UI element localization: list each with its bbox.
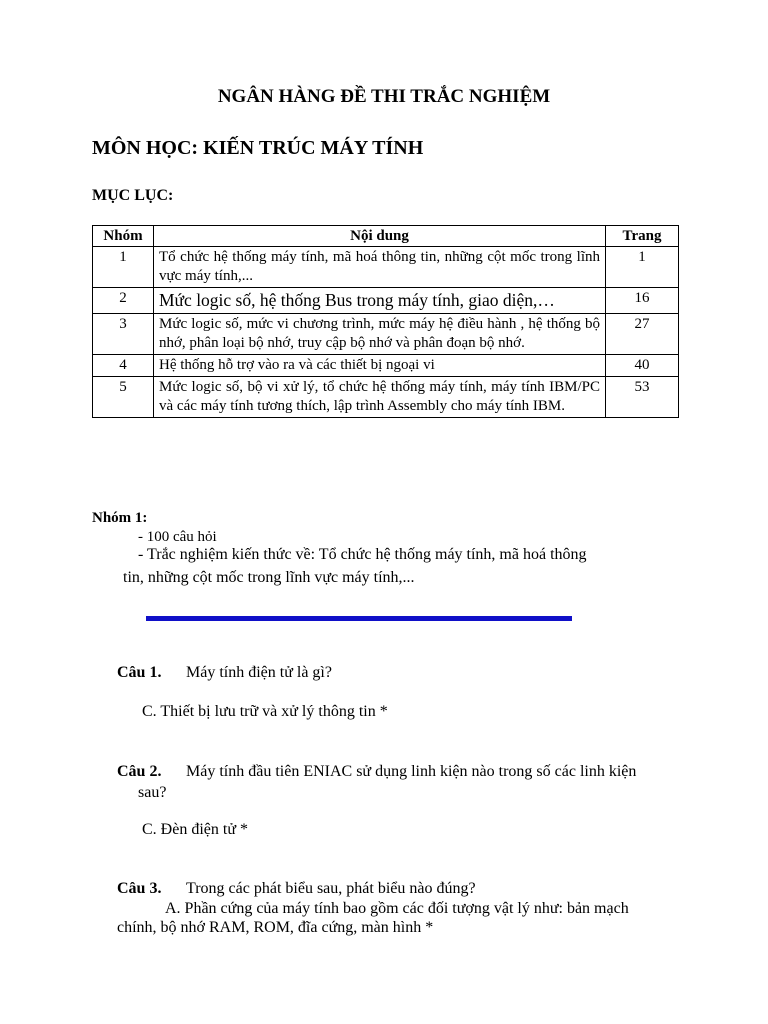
toc-cell-content: Mức logic số, bộ vi xử lý, tổ chức hệ thống máy tính, máy tính IBM/PC và các máy tính tương thích, lập trình Assembly cho máy tính IBM. xyxy=(154,377,606,418)
question-3-answer: A. Phần cứng của máy tính bao gồm các đối tượng vật lý như: bản mạch xyxy=(165,900,629,917)
toc-header-row xyxy=(93,226,679,247)
toc-cell-content: Mức logic số, hệ thống Bus trong máy tính, giao diện,… xyxy=(154,288,606,314)
question-number: Câu 1. xyxy=(117,664,162,681)
question-text: Máy tính đầu tiên ENIAC sử dụng linh kiện nào trong số các linh kiện xyxy=(186,763,637,780)
toc-header-page: Trang xyxy=(606,226,679,247)
section-question-count: - 100 câu hỏi xyxy=(138,529,217,545)
toc-cell-page: 40 xyxy=(606,355,679,377)
toc-cell-page: 1 xyxy=(606,247,679,288)
section-title: Nhóm 1: xyxy=(92,510,148,526)
toc-cell-page: 53 xyxy=(606,377,679,418)
toc-table xyxy=(92,225,679,418)
toc-cell-group: 3 xyxy=(93,314,154,355)
question-3 xyxy=(117,880,476,898)
toc-header-content: Nội dung xyxy=(154,226,606,247)
question-text: Máy tính điện tử là gì? xyxy=(186,664,332,681)
question-1 xyxy=(117,664,332,682)
toc-row xyxy=(93,355,679,377)
toc-row xyxy=(93,288,679,314)
toc-row xyxy=(93,247,679,288)
toc-cell-page: 16 xyxy=(606,288,679,314)
question-number: Câu 3. xyxy=(117,880,162,897)
toc-row xyxy=(93,314,679,355)
question-2 xyxy=(117,763,636,781)
section-divider xyxy=(146,616,572,621)
toc-cell-content: Tổ chức hệ thống máy tính, mã hoá thông tin, những cột mốc trong lĩnh vực máy tính,... xyxy=(154,247,606,288)
toc-cell-group: 1 xyxy=(93,247,154,288)
question-number: Câu 2. xyxy=(117,763,162,780)
toc-cell-group: 5 xyxy=(93,377,154,418)
toc-cell-group: 2 xyxy=(93,288,154,314)
question-3-answer-cont: chính, bộ nhớ RAM, ROM, đĩa cứng, màn hình * xyxy=(117,919,434,936)
question-2-answer: C. Đèn điện tử * xyxy=(142,821,248,838)
toc-cell-content: Mức logic số, mức vi chương trình, mức máy hệ điều hành , hệ thống bộ nhớ, phân loại bộ nhớ, truy cập bộ nhớ và phân đoạn bộ nhớ. xyxy=(154,314,606,355)
section-description-cont: tin, những cột mốc trong lĩnh vực máy tính,... xyxy=(123,569,415,586)
section-description: - Trắc nghiệm kiến thức về: Tổ chức hệ thống máy tính, mã hoá thông xyxy=(138,546,587,563)
toc-cell-page: 27 xyxy=(606,314,679,355)
question-text: Trong các phát biểu sau, phát biểu nào đúng? xyxy=(186,880,476,897)
question-2-text-cont: sau? xyxy=(138,784,167,801)
subject-heading: MÔN HỌC: KIẾN TRÚC MÁY TÍNH xyxy=(92,137,424,159)
toc-cell-content: Hệ thống hỗ trợ vào ra và các thiết bị ngoại vi xyxy=(154,355,606,377)
question-1-answer: C. Thiết bị lưu trữ và xử lý thông tin * xyxy=(142,703,388,720)
toc-header-group: Nhóm xyxy=(93,226,154,247)
document-title: NGÂN HÀNG ĐỀ THI TRẮC NGHIỆM xyxy=(217,86,551,107)
toc-row xyxy=(93,377,679,418)
toc-cell-group: 4 xyxy=(93,355,154,377)
toc-heading: MỤC LỤC: xyxy=(92,187,174,204)
